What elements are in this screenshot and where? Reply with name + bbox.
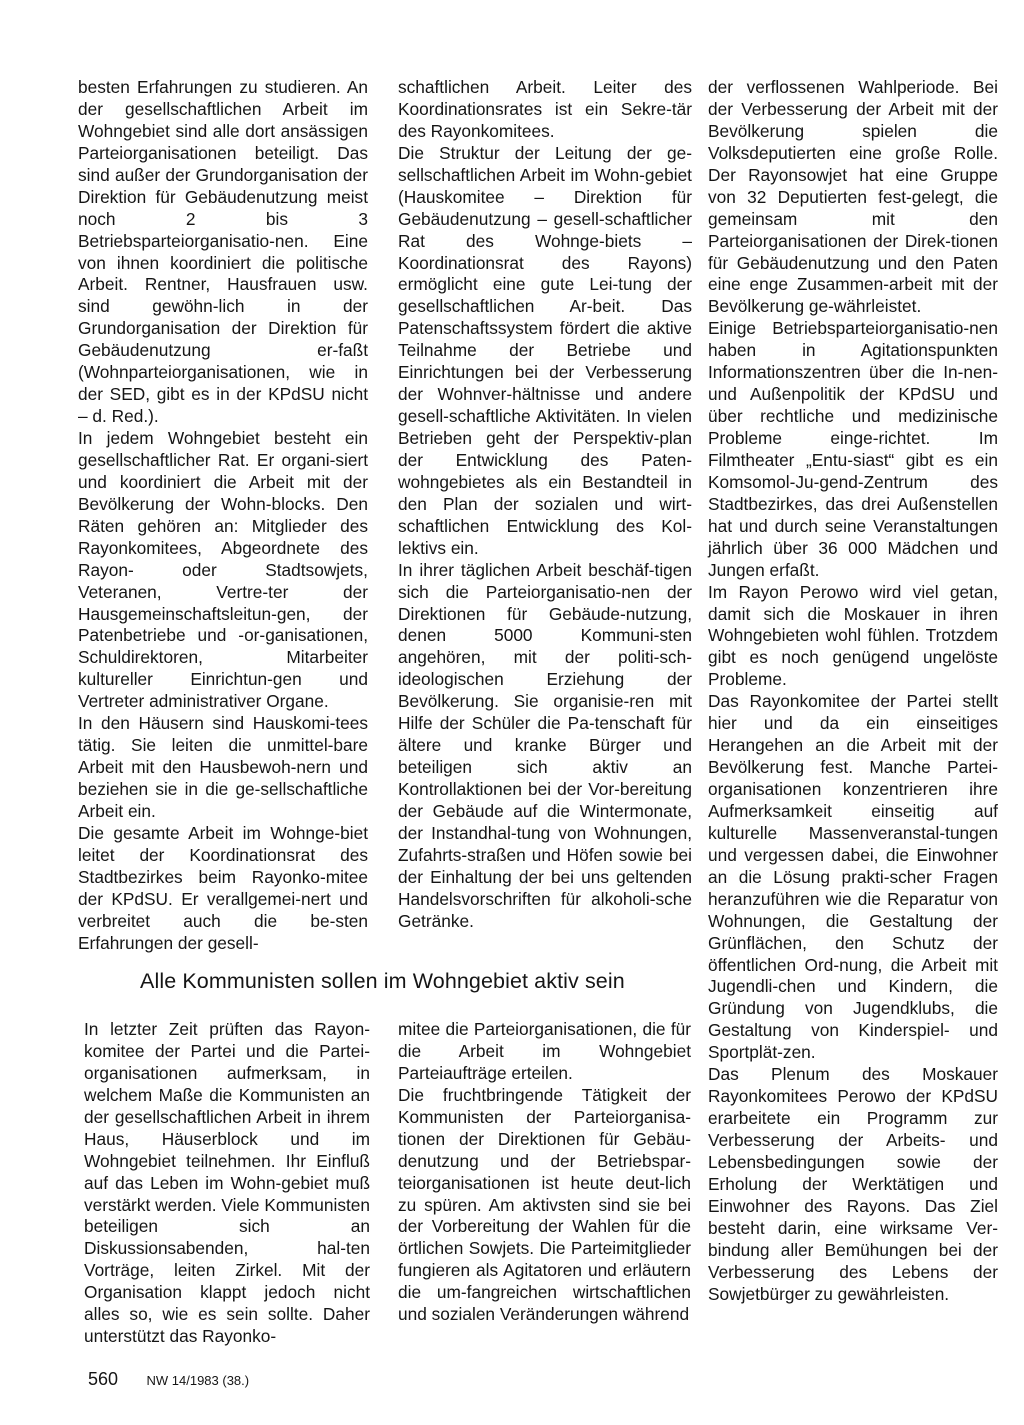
section-heading: Alle Kommunisten sollen im Wohngebiet aktiv sein — [140, 969, 625, 993]
paragraph: Im Rayon Perowo wird viel getan, damit sich die Moskauer in ihren Wohngebieten wohl fühlen. Trotzdem gibt es noch genügend ungelöste Probleme. — [708, 581, 998, 690]
paragraph: In jedem Wohngebiet besteht ein gesellschaftlicher Rat. Er organi-siert und koordiniert die Arbeit mit der Bevölkerung der Wohn-blocks. Den Räten gehören an: Mitglieder des Rayonkomitees, Abgeordnete des Rayon- oder Stadtsowjets, Veteranen, Vertre-ter der Hausgemeinschaftsleitun-gen, der Patenbetriebe und -or-ganisationen, Schuldirektoren, Mitarbeiter kultureller Einrichtun-gen und Vertreter administrativer Organe. — [78, 428, 368, 712]
paragraph: der verflossenen Wahlperiode. Bei der Verbesserung der Arbeit mit der Bevölkerung spielen die Volksdeputierten eine große Rolle. Der Rayonsowjet hat eine Gruppe von 32 Deputierten fest-gelegt, die gemeinsam mit den Parteiorganisationen der Direk-tionen für Gebäudenutzung und den Paten eine enge Zusammen-arbeit mit der Bevölkerung ge-währleistet. — [708, 77, 998, 317]
paragraph: Die gesamte Arbeit im Wohnge-biet leitet der Koordinationsrat des Stadtbezirkes beim Rayonko-mitee der KPdSU. Er verallgemei-nert und verbreitet auch die be-sten Erfahrungen der gesell- — [78, 822, 368, 953]
paragraph: In letzter Zeit prüften das Rayon-komitee der Partei und die Partei-organisationen aufmerksam, in welchem Maße die Kommunisten an der gesellschaftlichen Arbeit in ihrem Haus, Häuserblock und im Wohngebiet teilnehmen. Ihr Einfluß auf das Leben im Wohn-gebiet muß verstärkt werden. Viele Kommunisten beteiligen sich an Diskussionsabenden, hal-ten Vorträge, leiten Zirkel. Mit der Organisation klappt jedoch nicht alles so, wie es sein sollte. Daher unterstützt das Rayonko- — [84, 1019, 370, 1347]
column-1 — [78, 77, 368, 955]
page-footer — [88, 1369, 249, 1391]
issue-reference: NW 14/1983 (38.) — [146, 1373, 250, 1388]
column-3 — [708, 77, 998, 1306]
paragraph: In ihrer täglichen Arbeit beschäf-tigen sich die Parteiorganisatio-nen der Direktionen für Gebäude-nutzung, denen 5000 Kommuni-sten angehören, mit der politi-sch-ideologischen Erziehung der Bevölkerung. Sie organisie-ren mit Hilfe der Schüler die Pa-tenschaft für ältere und kranke Bürger und beteiligen sich aktiv an Kontrollaktionen bei der Vor-bereitung der Gebäude auf die Wintermonate, der Instandhal-tung von Wohnungen, Zufahrts-straßen und Höfen sowie bei der Einhaltung der bei uns geltenden Handelsvorschriften für alkoholi-sche Getränke. — [398, 559, 692, 931]
column-2 — [398, 77, 692, 933]
paragraph: Die Struktur der Leitung der ge-sellschaftlichen Arbeit im Wohn-gebiet (Hauskomitee – Direktion für Gebäudenutzung – gesell-schaftlicher Rat des Wohnge-biets – Koordinationsrat des Rayons) ermöglicht eine gute Lei-tung der gesellschaftlichen Ar-beit. Das Patenschaftssystem fördert die aktive Teilnahme der Betriebe und Einrichtungen bei der Verbesserung der Wohnver-hältnisse und andere gesell-schaftliche Aktivitäten. In vielen Betrieben geht der Perspektiv-plan der Entwicklung des Paten-wohngebietes als ein Bestandteil in den Plan der sozialen und wirt-schaftlichen Entwicklung des Kol-lektivs ein. — [398, 142, 692, 558]
paragraph: Die fruchtbringende Tätigkeit der Kommunisten der Parteiorganisa-tionen der Direktionen für Gebäu-denutzung und der Betriebspar-teiorganisationen ist heute deut-lich zu spüren. Am aktivsten sind sie bei der Vorbereitung der Wahlen für die örtlichen Sowjets. Die Parteimitglieder fungieren als Agitatoren und erläutern die um-fangreichen wirtschaftlichen und sozialen Veränderungen während — [398, 1084, 691, 1325]
paragraph: Einige Betriebsparteiorganisatio-nen haben in Agitationspunkten Informationszentren über die In-nen- und Außenpolitik der KPdSU und über rechtliche und medizinische Probleme einge-richtet. Im Filmtheater „Entu-siast“ gibt es ein Komsomol-Ju-gend-Zentrum des Stadtbezirkes, das drei Außenstellen hat und durch seine Veranstaltungen jährlich über 36 000 Mädchen und Jungen erfaßt. — [708, 318, 998, 580]
column-5 — [398, 1019, 691, 1326]
paragraph: besten Erfahrungen zu studieren. An der gesellschaftlichen Arbeit im Wohngebiet sind alle dort ansässigen Parteiorganisationen beteiligt. Das sind außer der Grundorganisation der Direktion für Gebäudenutzung meist noch 2 bis 3 Betriebsparteiorganisatio-nen. Eine von ihnen koordiniert die politische Arbeit. Rentner, Hausfrauen usw. sind gewöhn-lich in der Grundorganisation der Direktion für Gebäudenutzung er-faßt (Wohnparteiorganisationen, wie in der SED, gibt es in der KPdSU nicht – d. Red.). — [78, 77, 368, 427]
paragraph: schaftlichen Arbeit. Leiter des Koordinationsrates ist ein Sekre-tär des Rayonkomitees. — [398, 77, 692, 141]
paragraph: Das Rayonkomitee der Partei stellt hier und da ein einseitiges Herangehen an die Arbeit mit der Bevölkerung fest. Manche Partei-organisationen konzentrieren ihre Aufmerksamkeit einseitig auf kulturelle Massenveranstal-tungen und vergessen dabei, die Einwohner an die Lösung prakti-scher Fragen heranzuführen wie die Reparatur von Wohnungen, die Gestaltung der Grünflächen, den Schutz der öffentlichen Ord-nung, die Arbeit mit Jugendli-chen und Kindern, die Gründung von Jugendklubs, die Gestaltung von Kinderspiel- und Sportplät-zen. — [708, 691, 998, 1063]
paragraph: mitee die Parteiorganisationen, die für die Arbeit im Wohngebiet Parteiaufträge erteilen. — [398, 1019, 691, 1083]
paragraph: In den Häusern sind Hauskomi-tees tätig. Sie leiten die unmittel-bare Arbeit mit den Hausbewoh-nern und beziehen sie in die ge-sellschaftliche Arbeit ein. — [78, 713, 368, 821]
column-4 — [84, 1019, 370, 1348]
page-number: 560 — [88, 1369, 119, 1389]
paragraph: Das Plenum des Moskauer Rayonkomitees Perowo der KPdSU erarbeitete ein Programm zur Verbesserung der Arbeits- und Lebensbedingungen sowie der Erholung der Werktätigen und Einwohner des Rayons. Das Ziel besteht darin, eine wirksame Ver-bindung aller Bemühungen bei der Verbesserung des Lebens der Sowjetbürger zu gewährleisten. — [708, 1064, 998, 1304]
